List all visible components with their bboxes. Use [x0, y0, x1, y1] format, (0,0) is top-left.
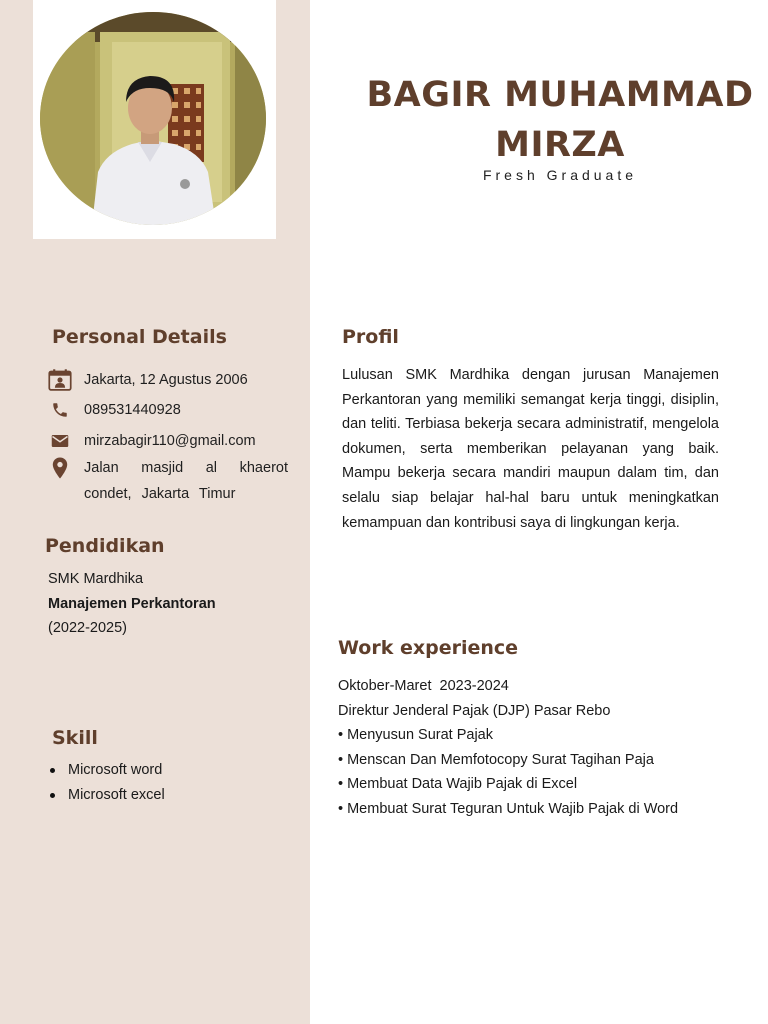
- skill-item: Microsoft word: [48, 758, 165, 783]
- work-block: [338, 674, 763, 822]
- work-task: • Menscan Dan Memfotocopy Surat Tagihan Paja: [338, 751, 654, 768]
- profile-photo-frame: [33, 0, 276, 239]
- detail-phone-text: 089531440928: [84, 402, 181, 418]
- location-pin-icon: [48, 455, 72, 481]
- education-period: (2022-2025): [48, 620, 127, 636]
- mail-icon: [48, 428, 72, 454]
- phone-icon: [48, 397, 72, 423]
- education-school: SMK Mardhika: [48, 571, 144, 587]
- skill-item: Microsoft excel: [48, 783, 165, 808]
- personal-details-title: Personal Details: [52, 326, 227, 348]
- work-period: Oktober-Maret 2023-2024: [338, 678, 509, 694]
- skill-list: [48, 758, 165, 808]
- candidate-role: Fresh Graduate: [482, 167, 638, 183]
- education-title: Pendidikan: [45, 535, 165, 557]
- profile-title: Profil: [342, 326, 399, 348]
- work-task: • Membuat Data Wajib Pajak di Excel: [338, 776, 578, 793]
- education-major: Manajemen Perkantoran: [48, 596, 216, 612]
- detail-birth-text: Jakarta, 12 Agustus 2006: [84, 372, 248, 388]
- detail-email-text: mirzabagir110@gmail.com: [84, 433, 256, 449]
- skill-title: Skill: [52, 727, 98, 749]
- profile-text: Lulusan SMK Mardhika dengan jurusan Manajemen Perkantoran yang memiliki semangat kerja tinggi, disiplin, dan teliti. Terbiasa bekerja secara administratif, mengelola dokumen, serta memberikan pelayanan yang baik. Mampu bekerja secara mandiri maupun dalam tim, dan selalu siap belajar hal-hal baru untuk meningkatkan kemampuan dan kontribusi saya di lingkungan kerja.: [342, 367, 719, 531]
- calendar-person-icon: [48, 367, 72, 393]
- work-title: Work experience: [338, 637, 519, 659]
- candidate-name: BAGIR MUHAMMAD MIRZA: [366, 75, 754, 165]
- work-company: Direktur Jenderal Pajak (DJP) Pasar Rebo: [338, 702, 611, 719]
- profile-photo: [40, 12, 266, 225]
- detail-address-text: Jalan masjid al khaerot condet, Jakarta Timur: [84, 460, 288, 502]
- work-task: • Menyusun Surat Pajak: [338, 727, 493, 744]
- work-task: • Membuat Surat Teguran Untuk Wajib Pajak di Word: [338, 800, 679, 817]
